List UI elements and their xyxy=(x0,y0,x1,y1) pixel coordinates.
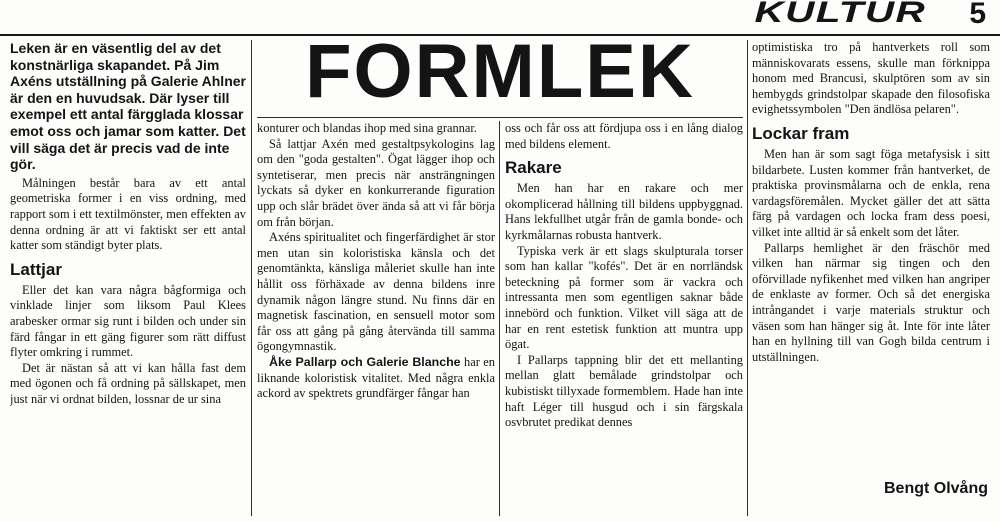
article-column-4 xyxy=(752,40,990,520)
column-rule xyxy=(251,40,252,516)
body-paragraph: Men han har en rakare och mer okomplicerad hållning till bildens uppbyggnad. Hans lekfullhet utgår från de gamla bonde- och kyrkmålarnas robusta hantverk. xyxy=(505,181,743,242)
body-paragraph xyxy=(257,355,495,402)
body-paragraph: konturer och blandas ihop med sina grannar. xyxy=(257,121,477,135)
subheading-rakare: Rakare xyxy=(505,158,562,178)
body-paragraph: I Pallarps tappning blir det ett mellanting mellan glatt bemålade grindstolpar och kubistiskt tillyxade formemblem. Hade han inte haft Léger till husgud och i sin färgskala osvbrutet predikat dennes xyxy=(505,352,743,430)
page-number: 5 xyxy=(969,0,986,30)
body-paragraph: Men han är som sagt föga metafysisk i sitt bildarbete. Lusten kommer från hantverket, de praktiska provinsmålarna och de enkla, rena vardagsföremålen. Mycket gäller det att sätta färg på vardagen och locka fram dess poesi, vilket inte alltid är så enkelt som det låter. xyxy=(752,146,990,239)
byline: Bengt Olvång xyxy=(883,480,988,497)
body-paragraph: Det är nästan så att vi kan hålla fast dem med ögonen och få ordning på sällskapet, men just när vi ordnat bilden, lossnar de ur sina xyxy=(10,360,246,406)
body-paragraph: Målningen består bara av ett antal geometriska former i en viss ordning, med rapport som i ett textilmönster, men effekten av denna ordning är att vi faktiskt ser ett antal katter som ständigt byter plats. xyxy=(10,175,246,253)
headline-underline xyxy=(257,117,743,118)
body-paragraph: optimistiska tro på hantverkets roll som människovarats essens, skulle man förknippa honom med Brancusi, skulptören som av sin hembygds grindstolpar skapade den filosofiska evighetssymbolen "Den ändlösa pelaren". xyxy=(752,40,990,117)
lead-paragraph: Leken är en väsentlig del av det konstnärliga skapandet. På Jim Axéns utställning på Galerie Ahlner är den en huvudsak. Där lyser till exempel ett antal färgglada klossar emot oss och jamar som katter. Det vill säga det är precis vad de inte gör. xyxy=(10,40,246,173)
column-rule xyxy=(747,40,748,516)
headline: FORMLEK xyxy=(305,32,695,112)
body-paragraph: Typiska verk är ett slags skulpturala torser som han kallar "kofés". Det är en norrländsk beteckning på former som är vackra och intressanta men som egentligen saknar både innebörd och funktion. Vilket vill säga att de har en rent estetisk funktion att muntra upp ögat. xyxy=(505,243,743,352)
body-text: har en liknande koloristisk vitalitet. Med några enkla ackord av spektrets grundfärger fångar han xyxy=(257,354,495,401)
body-paragraph: Eller det kan vara några bågformiga och vinklade linjer som liksom Paul Klees arabesker ormar sig runt i bilden och under sin färd fångar in ett gäng figurer som rätt diffust flyter omkring i rummet. xyxy=(10,282,246,360)
column-rule xyxy=(499,121,500,516)
article-column-1 xyxy=(10,40,246,520)
body-paragraph: Så lattjar Axén med gestaltpsykologins lag om den "goda gestalten". Ögat lägger ihop och syntetiserar, men precis när ansträngningen lyckats så dyker en konkurrerande figuration upp och slår brädet över ända så att vi får börja om från början. xyxy=(257,136,495,229)
article-column-3 xyxy=(505,121,743,520)
article-column-2 xyxy=(257,121,495,520)
subheading-lockar-fram: Lockar fram xyxy=(752,123,850,143)
subheading-lattjar: Lattjar xyxy=(10,259,62,279)
masthead xyxy=(0,0,1000,36)
body-paragraph: Axéns spiritualitet och fingerfärdighet är stor men utan sin koloristiska känsla och det genomtänkta, känsliga måleriet skulle han inte hållit oss förhäxade av denna bildens inre dynamik någon längre stund. Nu finns där en magnetisk fascination, en sensuell motor som får oss att gång på gång återvända till samma ögongymnastik. xyxy=(257,230,495,354)
section-label: KULTUR xyxy=(754,0,926,29)
article-lead xyxy=(10,40,246,173)
run-in-heading: Åke Pallarp och Galerie Blanche xyxy=(269,354,461,369)
body-paragraph: Pallarps hemlighet är den fräschör med vilken han närmar sig tingen och den oförvillade nyfikenhet med vilken han angriper de enklaste av former. Och så det energiska intrångandet i varje materials struktur och väsen som han hänger sig åt. Inte för inte låter han en hyllning till van Gogh bilda centrum i utställningen. xyxy=(752,240,990,364)
body-paragraph: oss och får oss att fördjupa oss i en lång dialog med bildens element. xyxy=(505,121,743,151)
